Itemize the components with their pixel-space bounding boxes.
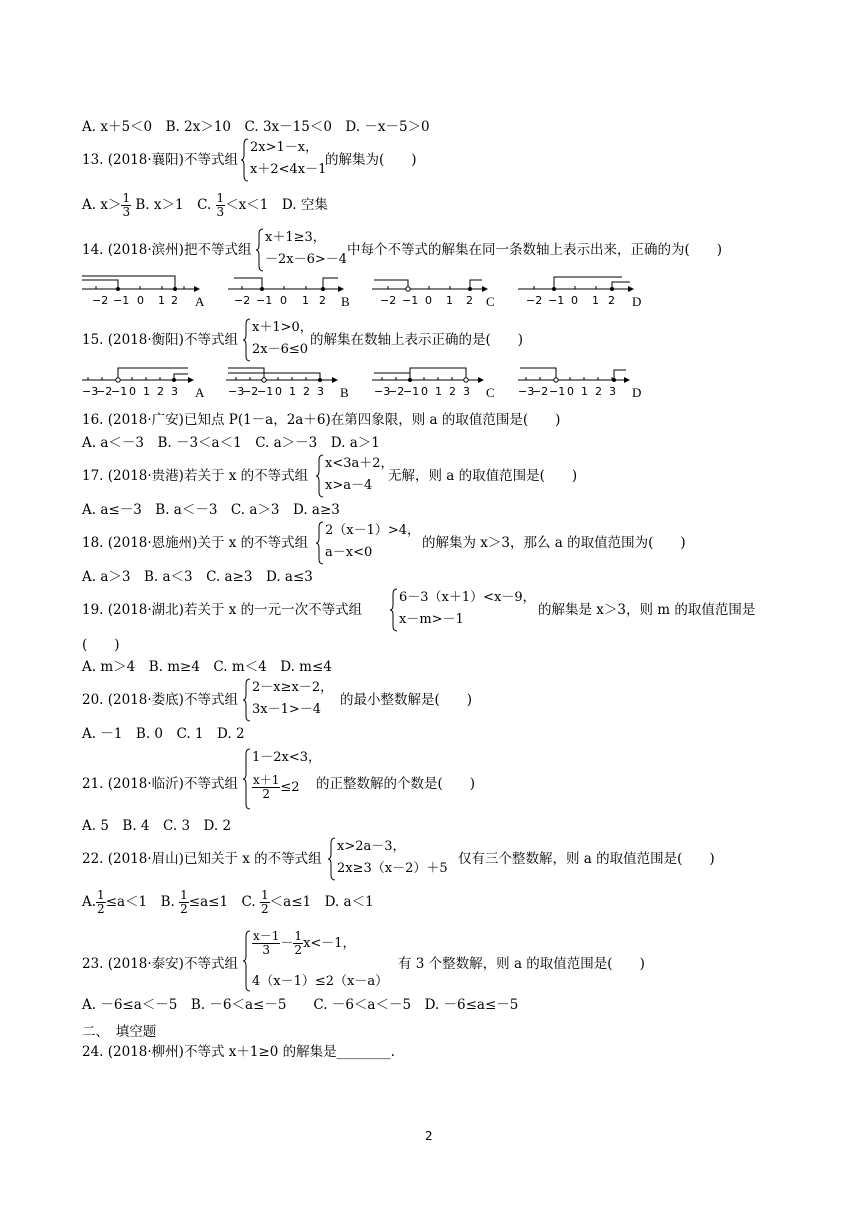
- tick-label: −2: [96, 385, 113, 398]
- q19-ineq-2: x－m>－1: [399, 612, 464, 627]
- q15-numberline-d: [518, 362, 648, 398]
- tick-label: −1: [548, 294, 565, 307]
- q13-opt-a: A. x＞: [82, 197, 122, 213]
- tick-label: 2: [171, 294, 178, 307]
- fraction: [252, 774, 280, 801]
- fraction: [260, 889, 270, 916]
- brace-icon: [241, 138, 249, 182]
- q23-ineq-1: [252, 930, 356, 957]
- tick-label: 0: [425, 294, 432, 307]
- q13-ineq-2: x＋2<4x－1: [250, 162, 327, 177]
- fraction: [252, 930, 280, 957]
- q22-ineq-1: x>2a－3，: [337, 839, 406, 854]
- tick-label: −2: [242, 385, 259, 398]
- tick-label: 1: [143, 385, 150, 398]
- q14-ineq-2: －2x－6>－4: [265, 252, 348, 267]
- tick-label: −1: [111, 385, 128, 398]
- q23-ineq-2: 4（x－1）≤2（x－a）: [252, 974, 389, 989]
- q13-system: [241, 138, 327, 182]
- tick-label: 1: [592, 294, 599, 307]
- q22-stem: 22. (2018·眉山)已知关于 x 的不等式组: [82, 851, 322, 867]
- q15-ineq-2: 2x－6≤0: [252, 342, 309, 357]
- page-number: 2: [425, 1129, 433, 1143]
- tick-label: −2: [92, 294, 109, 307]
- tick-label: −1: [402, 294, 419, 307]
- q16-options: A. a＜－3 B. －3＜a＜1 C. a＞－3 D. a＞1: [82, 435, 380, 451]
- brace-icon: [243, 930, 251, 992]
- tick-label: −2: [380, 294, 397, 307]
- fraction: [179, 889, 189, 916]
- numerator: 1: [122, 191, 131, 205]
- q17-stem: 17. (2018·贵港)若关于 x 的不等式组: [82, 468, 309, 484]
- denominator: 2: [261, 902, 269, 916]
- option-label: B: [341, 294, 350, 309]
- tick-label: −1: [113, 294, 130, 307]
- tick-label: 2: [319, 294, 326, 307]
- q24-stem: 24. (2018·柳州)不等式 x＋1≥0 的解集是________.: [82, 1044, 395, 1060]
- brace-icon: [316, 521, 324, 565]
- q15-ineq-1: x＋1>0，: [252, 320, 313, 335]
- q14-numberline-b: [228, 272, 354, 308]
- option-label: A: [195, 385, 205, 400]
- q23-options: A. －6≤a＜－5 B. －6＜a≤－5 C. －6＜a＜－5 D. －6≤a≤－5: [82, 997, 519, 1013]
- brace-icon: [316, 454, 324, 498]
- brace-icon: [328, 837, 336, 881]
- q20-suffix: 的最小整数解是( ): [340, 692, 473, 708]
- fraction: [121, 192, 131, 219]
- tick-label: 1: [289, 385, 296, 398]
- ineq-rest: x<－1，: [303, 936, 356, 951]
- option-a-label: A.: [82, 894, 97, 910]
- q22-options: [82, 887, 374, 917]
- tick-label: 2: [466, 294, 473, 307]
- q23-system: [243, 930, 393, 992]
- option-label: C: [486, 385, 495, 400]
- q14-numberline-d: [518, 272, 648, 308]
- q17-ineq-2: x>a－4: [325, 478, 373, 493]
- tick-label: −1: [549, 385, 566, 398]
- q15-numberline-b: [226, 362, 352, 398]
- tick-label: −1: [256, 294, 273, 307]
- tick-label: 0: [275, 385, 282, 398]
- tick-label: 0: [421, 385, 428, 398]
- numerator: 1: [294, 929, 303, 943]
- q19-system: [390, 588, 536, 632]
- tick-label: 2: [449, 385, 456, 398]
- ineq-rest: ≤2: [280, 780, 300, 795]
- tick-label: 2: [303, 385, 310, 398]
- tick-label: 1: [581, 385, 588, 398]
- q20-ineq-2: 3x－1>－4: [252, 702, 322, 717]
- tick-label: 2: [595, 385, 602, 398]
- q14-suffix: 中每个不等式的解集在同一条数轴上表示出来，正确的为( ): [347, 242, 723, 258]
- q15-numberline-c: [372, 362, 498, 398]
- numerator: 1: [261, 888, 269, 902]
- fraction: [96, 889, 106, 916]
- tick-label: −3: [228, 385, 245, 398]
- tick-label: 0: [567, 385, 574, 398]
- tick-label: 0: [280, 294, 287, 307]
- q15-stem: 15. (2018·衡阳)不等式组: [82, 332, 238, 348]
- tick-label: 2: [608, 294, 615, 307]
- q20-stem: 20. (2018·娄底)不等式组: [82, 692, 238, 708]
- denominator: 3: [216, 205, 225, 219]
- brace-icon: [256, 228, 264, 272]
- q13-suffix: 的解集为( ): [325, 152, 417, 168]
- option-c-text: ＜a≤1 D. a＜1: [269, 894, 374, 910]
- tick-label: 0: [137, 294, 144, 307]
- q13-stem: 13. (2018·襄阳)不等式组: [82, 152, 238, 168]
- tick-label: 1: [435, 385, 442, 398]
- option-label: C: [486, 294, 495, 309]
- fraction: [216, 192, 226, 219]
- numerator: 1: [97, 888, 105, 902]
- q22-ineq-2: 2x≥3（x－2）＋5: [337, 861, 448, 876]
- denominator: 2: [97, 902, 105, 916]
- q15-system: [243, 318, 313, 362]
- q13-ineq-1: 2x>1－x，: [250, 140, 319, 155]
- numerator: x＋1: [253, 773, 280, 787]
- tick-label: −3: [82, 385, 99, 398]
- q14-ineq-1: x＋1≥3，: [265, 230, 326, 245]
- option-label: B: [340, 385, 349, 400]
- q14-stem: 14. (2018·滨州)把不等式组: [82, 242, 252, 258]
- q21-options: A. 5 B. 4 C. 3 D. 2: [82, 818, 232, 834]
- q18-options: A. a＞3 B. a＜3 C. a≥3 D. a≤3: [82, 569, 313, 585]
- q14-numberline-c: [372, 272, 498, 308]
- q19-suffix: 的解集是 x＞3，则 m 的取值范围是: [538, 602, 756, 618]
- denominator: 2: [262, 787, 271, 801]
- fraction: [293, 930, 303, 957]
- q21-stem: 21. (2018·临沂)不等式组: [82, 776, 238, 792]
- q23-suffix: 有 3 个整数解，则 a 的取值范围是( ): [398, 956, 645, 972]
- denominator: 2: [180, 902, 188, 916]
- q22-suffix: 仅有三个整数解，则 a 的取值范围是( ): [458, 851, 715, 867]
- tick-label: 3: [171, 385, 178, 398]
- brace-icon: [243, 678, 251, 722]
- q20-system: [243, 678, 335, 722]
- q12-options: A. x＋5＜0 B. 2x＞10 C. 3x－15＜0 D. －x－5＞0: [82, 119, 430, 135]
- q21-ineq-1: 1－2x<3，: [252, 750, 322, 765]
- q17-ineq-1: x<3a＋2，: [325, 456, 394, 471]
- tick-label: −1: [257, 385, 274, 398]
- q18-stem: 18. (2018·恩施州)关于 x 的不等式组: [82, 535, 309, 551]
- denominator: 3: [262, 943, 271, 957]
- section-heading: 二、 填空题: [82, 1024, 157, 1040]
- q18-ineq-1: 2（x－1）>4，: [325, 523, 421, 538]
- option-b-text: ≤a≤1 C.: [188, 894, 256, 910]
- q19-ineq-1: 6－3（x＋1）<x－9，: [399, 590, 536, 605]
- q16-stem: 16. (2018·广安)已知点 P(1－a，2a＋6)在第四象限，则 a 的取值范围是( ): [82, 412, 561, 428]
- tick-label: 1: [302, 294, 309, 307]
- q15-suffix: 的解集在数轴上表示正确的是( ): [310, 332, 524, 348]
- q20-ineq-1: 2－x≥x－2，: [252, 680, 334, 695]
- numerator: 1: [216, 191, 225, 205]
- tick-label: −1: [403, 385, 420, 398]
- q13-opt-b: B. x＞1 C.: [135, 197, 212, 213]
- tick-label: 3: [463, 385, 470, 398]
- tick-label: 3: [317, 385, 324, 398]
- tick-label: 1: [446, 294, 453, 307]
- q19-stem: 19. (2018·湖北)若关于 x 的一元一次不等式组: [82, 602, 363, 618]
- q21-suffix: 的正整数解的个数是( ): [316, 776, 476, 792]
- tick-label: 2: [157, 385, 164, 398]
- q14-numberline-a: [82, 272, 208, 308]
- tick-label: 3: [609, 385, 616, 398]
- option-a-text: ≤a＜1 B.: [105, 894, 175, 910]
- q18-system: [316, 521, 421, 565]
- q19-answer-paren: ( ): [82, 637, 120, 653]
- brace-icon: [390, 588, 398, 632]
- tick-label: −2: [526, 294, 543, 307]
- numerator: x－1: [253, 929, 280, 943]
- q21-ineq-2: [252, 774, 300, 801]
- q22-system: [328, 837, 454, 881]
- q15-numberline-a: [82, 362, 208, 398]
- q14-system: [256, 228, 346, 272]
- brace-icon: [243, 318, 251, 362]
- q17-options: A. a≤－3 B. a＜－3 C. a＞3 D. a≥3: [82, 502, 340, 518]
- tick-label: −3: [374, 385, 391, 398]
- q17-system: [316, 454, 392, 498]
- tick-label: −2: [532, 385, 549, 398]
- denominator: 3: [122, 205, 131, 219]
- option-label: D: [632, 294, 642, 309]
- numerator: 1: [180, 888, 188, 902]
- tick-label: 1: [158, 294, 165, 307]
- tick-label: 0: [129, 385, 136, 398]
- q23-stem: 23. (2018·泰安)不等式组: [82, 956, 238, 972]
- q13-opt-c-rest: ＜x＜1 D. 空集: [225, 197, 328, 213]
- q13-options: [82, 190, 328, 220]
- option-label: A: [195, 294, 205, 309]
- q21-system: [243, 748, 322, 810]
- q18-suffix: 的解集为 x＞3，那么 a 的取值范围为( ): [422, 535, 686, 551]
- tick-label: −2: [234, 294, 251, 307]
- brace-icon: [243, 748, 251, 810]
- tick-label: 0: [571, 294, 578, 307]
- option-label: D: [632, 385, 642, 400]
- tick-label: −2: [388, 385, 405, 398]
- q18-ineq-2: a－x<0: [325, 545, 373, 560]
- q20-options: A. －1 B. 0 C. 1 D. 2: [82, 726, 245, 742]
- tick-label: −3: [518, 385, 535, 398]
- q19-options: A. m＞4 B. m≥4 C. m＜4 D. m≤4: [82, 659, 332, 675]
- denominator: 2: [294, 943, 303, 957]
- minus-sign: －: [280, 936, 294, 951]
- q17-suffix: 无解，则 a 的取值范围是( ): [388, 468, 578, 484]
